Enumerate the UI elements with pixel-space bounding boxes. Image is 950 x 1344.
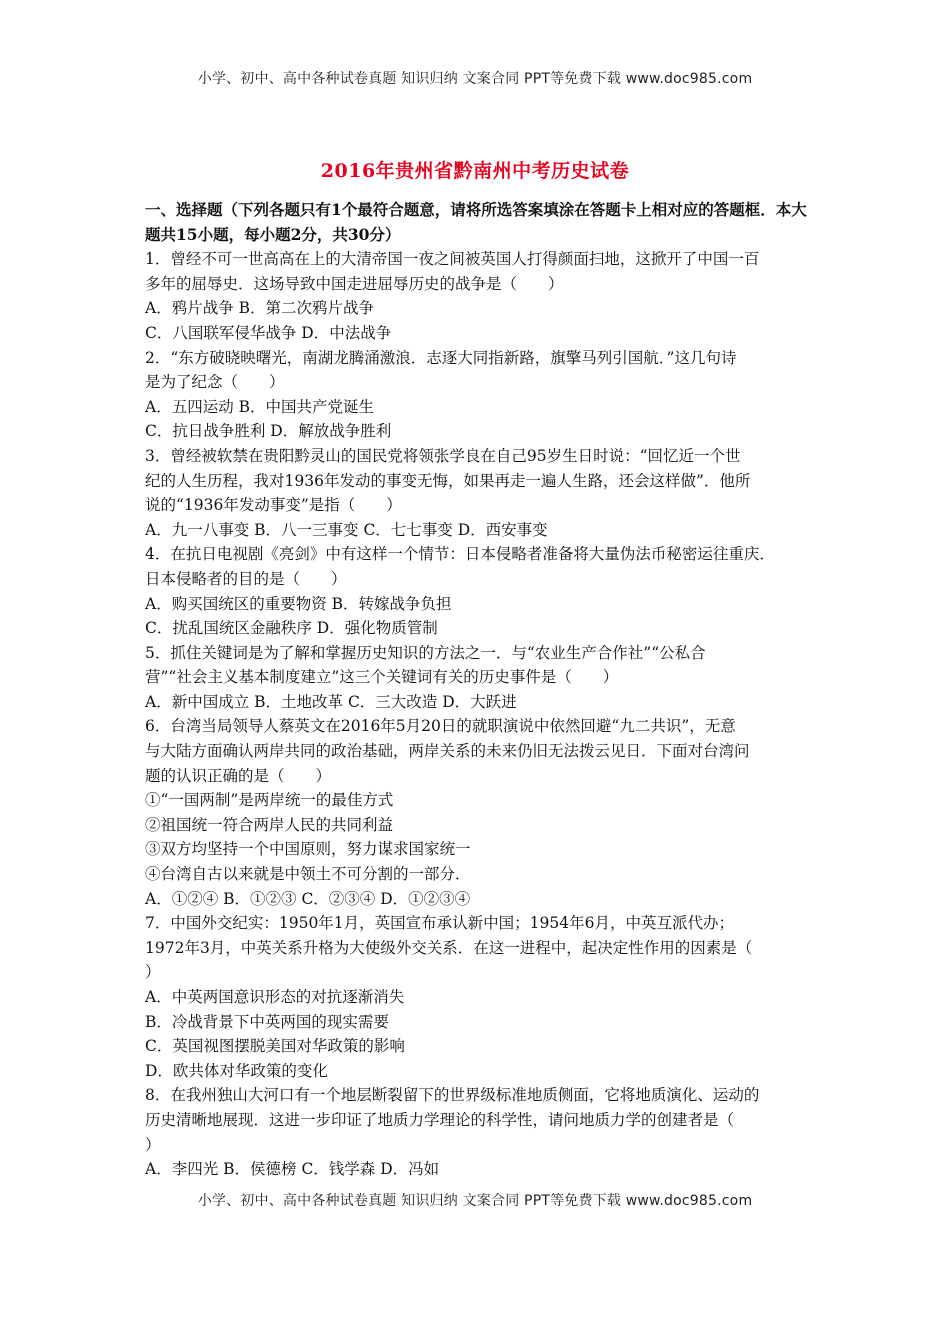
text-line: 5．抓住关键词是为了解和掌握历史知识的方法之一．与“农业生产合作社”“公私合 bbox=[145, 643, 706, 662]
page-title: 2016年贵州省黔南州中考历史试卷 bbox=[320, 160, 630, 182]
text-line: 2．“东方破晓映曙光，南湖龙腾涌激浪．志逐大同指新路，旗擎马列引国航．”这几句诗 bbox=[145, 348, 737, 367]
text-line: 1972年3月，中英关系升格为大使级外交关系．在这一进程中，起决定性作用的因素是（ bbox=[145, 938, 753, 957]
text-line: 说的“1936年发动事变”是指（ ） bbox=[145, 496, 402, 515]
text-line: 3．曾经被软禁在贵阳黔灵山的国民党将领张学良在自己95岁生日时说：“回忆近一个世 bbox=[145, 446, 741, 465]
text-line: 历史清晰地展现．这进一步印证了地质力学理论的科学性，请问地质力学的创建者是（ bbox=[145, 1110, 735, 1129]
text-line: A．中英两国意识形态的对抗逐渐消失 bbox=[145, 988, 405, 1006]
text-line: ） bbox=[145, 963, 161, 982]
text-line: ④台湾自古以来就是中领土不可分割的一部分． bbox=[145, 865, 471, 884]
text-line: A．鸦片战争 B．第二次鸦片战争 bbox=[145, 299, 375, 318]
text-line: 6．台湾当局领导人蔡英文在2016年5月20日的就职演说中依然回避“九二共识”，无意 bbox=[145, 717, 736, 736]
text-line: A．①②④ B．①②③ C．②③④ D．①②③④ bbox=[145, 889, 471, 908]
text-line: 多年的屈辱史．这场导致中国走进屈辱历史的战争是（ ） bbox=[145, 274, 564, 293]
text-line: 是为了纪念（ ） bbox=[145, 373, 285, 392]
page-footer: 小学、初中、高中各种试卷真题 知识归纳 文案合同 PPT等免费下载 www.doc985.com bbox=[197, 1193, 753, 1209]
text-line: A．购买国统区的重要物资 B．转嫁战争负担 bbox=[145, 594, 452, 613]
text-line: C．扰乱国统区金融秩序 D．强化物质管制 bbox=[145, 619, 438, 638]
text-line: 7．中国外交纪实：1950年1月，英国宣布承认新中国；1954年6月，中英互派代办； bbox=[145, 914, 734, 933]
text-line: 日本侵略者的目的是（ ） bbox=[145, 569, 347, 588]
exam-content bbox=[145, 198, 815, 1182]
text-line: D．欧共体对华政策的变化 bbox=[145, 1061, 328, 1080]
text-line: 营”“社会主义基本制度建立”这三个关键词有关的历史事件是（ ） bbox=[145, 668, 619, 687]
page-header: 小学、初中、高中各种试卷真题 知识归纳 文案合同 PPT等免费下载 www.doc985.com bbox=[197, 71, 753, 87]
text-line: A．李四光 B．侯德榜 C．钱学森 D．冯如 bbox=[145, 1160, 440, 1179]
text-line: A．新中国成立 B．土地改革 C．三大改造 D．大跃进 bbox=[145, 692, 517, 711]
text-line: B．冷战背景下中英两国的现实需要 bbox=[145, 1012, 389, 1031]
text-line: ①“一国两制”是两岸统一的最佳方式 bbox=[145, 791, 394, 810]
text-line: 题的认识正确的是（ ） bbox=[145, 766, 332, 785]
text-line: 1．曾经不可一世高高在上的大清帝国一夜之间被英国人打得颜面扫地，这掀开了中国一百 bbox=[145, 250, 760, 269]
text-line: 8．在我州独山大河口有一个地层断裂留下的世界级标准地质侧面，它将地质演化、运动的 bbox=[145, 1086, 760, 1105]
text-line: 4．在抗日电视剧《亮剑》中有这样一个情节：日本侵略者准备将大量伪法币秘密运往重庆． bbox=[145, 545, 775, 564]
text-line: ③双方均坚持一个中国原则，努力谋求国家统一 bbox=[145, 840, 471, 859]
text-line: ） bbox=[145, 1135, 161, 1154]
text-line: A．九一八事变 B．八一三事变 C．七七事变 D．西安事变 bbox=[145, 520, 548, 539]
text-line: ②祖国统一符合两岸人民的共同利益 bbox=[145, 815, 394, 834]
section-heading: 一、选择题（下列各题只有1个最符合题意，请将所选答案填涂在答题卡上相对应的答题框．本大题共15小题，每小题2分，共30分） bbox=[145, 200, 807, 244]
text-line: A．五四运动 B．中国共产党诞生 bbox=[145, 397, 375, 416]
text-line: 与大陆方面确认两岸共同的政治基础，两岸关系的未来仍旧无法拨云见日．下面对台湾问 bbox=[145, 742, 750, 761]
text-line: C．英国视图摆脱美国对华政策的影响 bbox=[145, 1037, 405, 1056]
question-lines bbox=[145, 247, 815, 1182]
text-line: C．八国联军侵华战争 D．中法战争 bbox=[145, 323, 392, 342]
text-line: C．抗日战争胜利 D．解放战争胜利 bbox=[145, 422, 392, 441]
text-line: 纪的人生历程，我对1936年发动的事变无悔，如果再走一遍人生路，还会这样做”．他所 bbox=[145, 471, 751, 490]
